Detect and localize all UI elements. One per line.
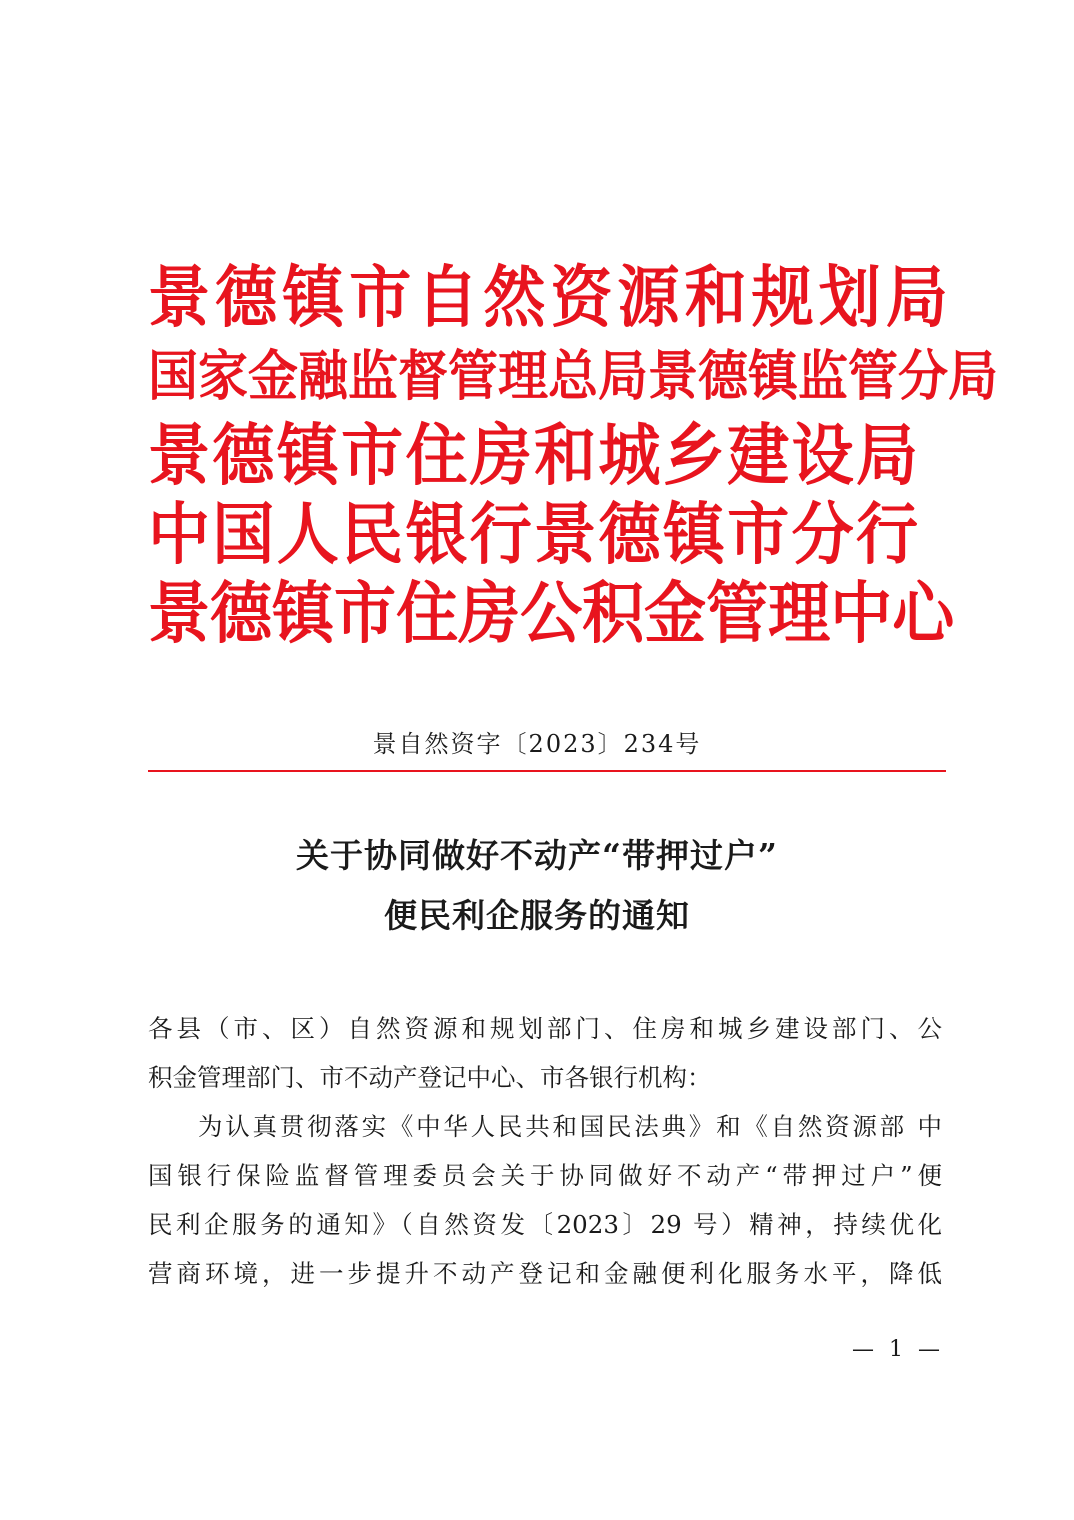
document-number: 景自然资字〔2023〕234号 (372, 730, 702, 758)
org-char: 局 (598, 344, 648, 408)
org-char: 建 (727, 416, 790, 495)
org-char: 德 (698, 344, 748, 408)
org-char: 行 (469, 495, 532, 574)
org-char: 总 (548, 344, 598, 408)
org-char: 局 (855, 416, 918, 495)
org-char: 管 (706, 574, 769, 653)
org-char: 国 (212, 495, 275, 574)
org-char: 人 (276, 495, 339, 574)
red-divider-line (148, 770, 946, 772)
org-char: 和 (534, 416, 597, 495)
org-char: 房 (458, 574, 521, 653)
org-char: 住 (396, 574, 459, 653)
body-line: 民利企服务的通知》（自然资发〔2023〕29 号）精神，持续优化 (148, 1210, 942, 1239)
org-char: 源 (617, 258, 680, 337)
org-char: 景 (534, 495, 597, 574)
title-line-2: 便民利企服务的通知 (384, 896, 690, 935)
org-line-housing-construction (148, 413, 918, 498)
body-text (148, 1004, 942, 1298)
body-line: 积金管理部门、市不动产登记中心、市各银行机构： (148, 1063, 712, 1092)
org-char: 局 (948, 344, 998, 408)
org-char: 行 (855, 495, 918, 574)
org-char: 管 (848, 344, 898, 408)
org-char: 住 (405, 416, 468, 495)
org-char: 镇 (276, 416, 339, 495)
org-line-financial-regulation (148, 334, 998, 419)
org-char: 划 (818, 258, 881, 337)
body-line: 国银行保险监督管理委员会关于协同做好不动产“带押过户”便 (148, 1161, 942, 1190)
org-char: 督 (398, 344, 448, 408)
org-char: 城 (598, 416, 661, 495)
org-char: 景 (148, 416, 211, 495)
org-char: 景 (148, 574, 211, 653)
org-char: 市 (334, 574, 397, 653)
org-char: 镇 (272, 574, 335, 653)
org-char: 镇 (282, 258, 345, 337)
org-char: 中 (148, 495, 211, 574)
body-line: 营商环境，进一步提升不动产登记和金融便利化服务水平，降低 (148, 1259, 942, 1288)
org-char: 监 (348, 344, 398, 408)
org-char: 局 (885, 258, 948, 337)
org-char: 分 (898, 344, 948, 408)
org-char: 银 (405, 495, 468, 574)
org-char: 自 (416, 258, 479, 337)
org-char: 房 (469, 416, 532, 495)
org-char: 设 (791, 416, 854, 495)
body-line: 为认真贯彻落实《中华人民共和国民法典》和《自然资源部 中 (198, 1112, 942, 1141)
org-line-housing-fund (148, 571, 955, 656)
org-char: 市 (349, 258, 412, 337)
title-line-1: 关于协同做好不动产“带押过户” (296, 836, 778, 875)
org-char: 景 (148, 258, 211, 337)
org-char: 积 (582, 574, 645, 653)
org-char: 国 (148, 344, 198, 408)
org-char: 市 (341, 416, 404, 495)
org-char: 理 (498, 344, 548, 408)
org-char: 和 (684, 258, 747, 337)
org-char: 心 (892, 574, 955, 653)
org-char: 德 (598, 495, 661, 574)
org-char: 金 (248, 344, 298, 408)
org-char: 德 (210, 574, 273, 653)
org-char: 资 (550, 258, 613, 337)
org-char: 德 (212, 416, 275, 495)
org-char: 分 (791, 495, 854, 574)
org-char: 中 (830, 574, 893, 653)
body-line: 各县（市、区）自然资源和规划部门、住房和城乡建设部门、公 (148, 1014, 942, 1043)
org-char: 金 (644, 574, 707, 653)
org-char: 家 (198, 344, 248, 408)
org-char: 公 (520, 574, 583, 653)
org-char: 镇 (748, 344, 798, 408)
org-char: 然 (483, 258, 546, 337)
org-char: 管 (448, 344, 498, 408)
org-char: 乡 (662, 416, 725, 495)
org-line-peoples-bank (148, 492, 918, 577)
org-char: 市 (727, 495, 790, 574)
org-char: 镇 (662, 495, 725, 574)
org-char: 规 (751, 258, 814, 337)
org-char: 理 (768, 574, 831, 653)
issuing-organizations-header (148, 258, 998, 653)
org-char: 融 (298, 344, 348, 408)
org-char: 德 (215, 258, 278, 337)
org-char: 民 (341, 495, 404, 574)
document-title (0, 826, 1074, 946)
org-char: 监 (798, 344, 848, 408)
org-char: 景 (648, 344, 698, 408)
org-line-natural-resources (148, 255, 948, 340)
page-number: — 1 — (852, 1337, 944, 1362)
